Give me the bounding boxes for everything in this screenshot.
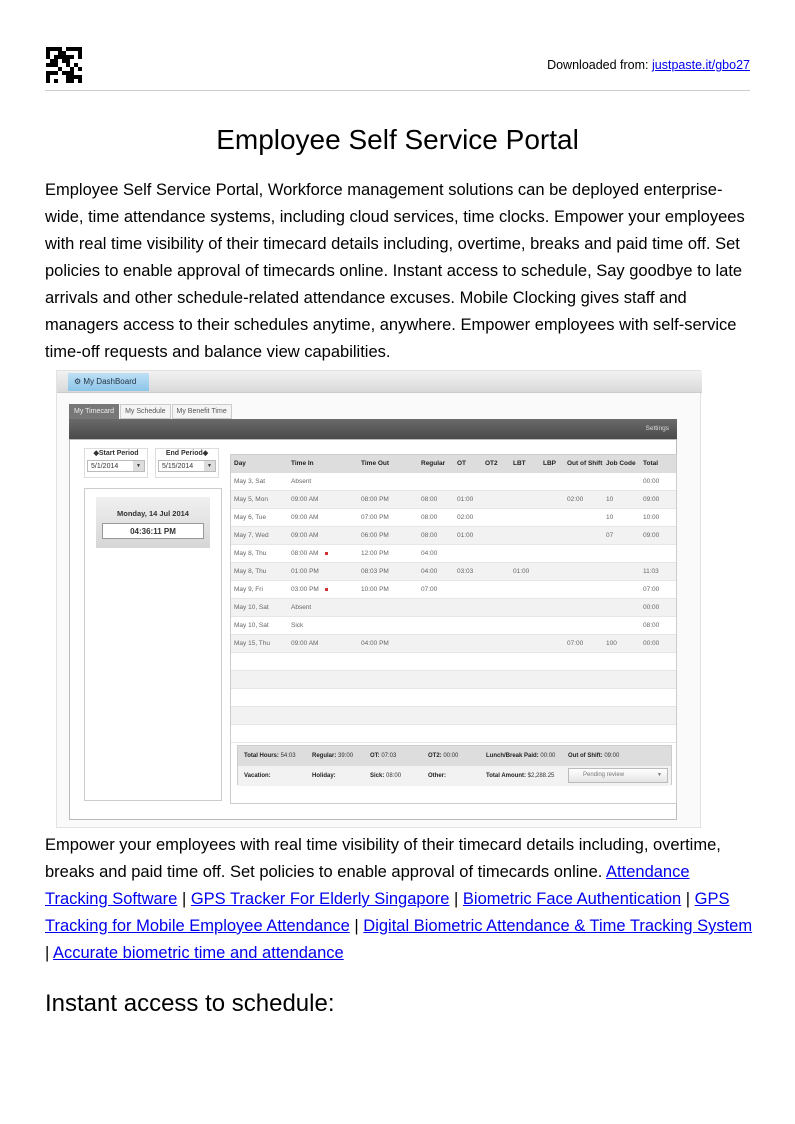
- clock-card: [96, 497, 210, 548]
- table-cell: 09:00: [643, 496, 660, 503]
- end-period-label: End Period: [165, 450, 203, 457]
- table-cell: 00:00: [643, 604, 660, 611]
- empty-row: [231, 689, 676, 707]
- table-cell: 11:03: [643, 568, 659, 575]
- table-cell: 08:00: [421, 496, 438, 503]
- table-cell: 00:00: [643, 640, 660, 647]
- related-link[interactable]: GPS Tracker For Elderly Singapore: [190, 890, 450, 908]
- download-source: [547, 58, 750, 72]
- end-period-select[interactable]: [158, 460, 216, 472]
- tab-my-benefit-time[interactable]: My Benefit Time: [172, 404, 232, 419]
- table-cell: 12:00 PM: [361, 550, 389, 557]
- column-header: LBP: [543, 460, 556, 467]
- clock-panel: [84, 488, 222, 801]
- start-period: [84, 448, 148, 478]
- download-prefix: Downloaded from:: [547, 58, 652, 72]
- table-row: [231, 599, 676, 617]
- ot2-value: 00:00: [443, 753, 459, 759]
- outro-text: Empower your employees with real time visibility of their timecard details including, overtime, breaks and paid time off. Set policies to enable approval of timecards online.: [45, 836, 721, 881]
- table-cell: 10: [606, 496, 614, 503]
- table-cell: 07: [606, 532, 614, 539]
- lunch-label: Lunch/Break Paid:: [486, 753, 539, 759]
- regular-value: 39:00: [338, 753, 354, 759]
- start-period-value: 5/1/2014: [91, 463, 119, 470]
- column-header: OT2: [485, 460, 498, 467]
- table-cell: 08:03 PM: [361, 568, 389, 575]
- table-cell: 03:03: [457, 568, 474, 575]
- related-link[interactable]: Digital Biometric Attendance & Time Tracking System: [363, 917, 753, 935]
- table-cell: 08:00: [421, 514, 438, 521]
- related-link[interactable]: Biometric Face Authentication: [462, 890, 682, 908]
- table-cell: 09:00 AM: [291, 514, 319, 521]
- table-cell: May 15, Thu: [234, 640, 271, 647]
- summary-row-1: [238, 746, 671, 766]
- dashboard-button[interactable]: [68, 373, 149, 391]
- arrow-left-icon: ◆: [93, 450, 99, 457]
- table-row: [231, 491, 676, 509]
- section-heading: Instant access to schedule:: [45, 990, 335, 1017]
- table-row: [231, 617, 676, 635]
- table-row: [231, 473, 676, 491]
- ot-label: OT:: [370, 753, 380, 759]
- table-cell: May 3, Sat: [234, 478, 266, 485]
- column-header: Out of Shift: [567, 460, 603, 467]
- flag-icon[interactable]: [325, 552, 328, 555]
- table-cell: 01:00 PM: [291, 568, 319, 575]
- total-amount-label: Total Amount:: [486, 773, 526, 779]
- lunch-value: 00:00: [540, 753, 556, 759]
- ot2-label: OT2:: [428, 753, 442, 759]
- table-cell: 09:00: [643, 532, 660, 539]
- table-header: [231, 455, 676, 473]
- table-cell: May 10, Sat: [234, 622, 269, 629]
- summary-row-2: [238, 766, 671, 786]
- intro-paragraph: Employee Self Service Portal, Workforce management solutions can be deployed enterprise-wide, time attendance systems, including cloud services, time clocks. Empower your employees with real time visibility of their timecard details including, overtime, breaks and paid time off. Set policies to enable approval of timecards online. Instant access to schedule, Say goodbye to late arrivals and other schedule-related attendance excuses. Mobile Clocking gives staff and managers access to their schedules anytime, anywhere. Empower employees with self-service time-off requests and balance view capabilities.: [45, 181, 745, 361]
- table-row: [231, 581, 676, 599]
- table-row: [231, 563, 676, 581]
- settings-link[interactable]: Settings: [645, 425, 669, 432]
- column-header: Time In: [291, 460, 314, 467]
- total-hours-value: 54:03: [280, 753, 296, 759]
- related-link[interactable]: Attendance Tracking Software: [45, 863, 690, 908]
- dashboard-icon: ⚙: [74, 377, 84, 386]
- total-hours-label: Total Hours:: [244, 753, 279, 759]
- clock-date: Monday, 14 Jul 2014: [117, 509, 189, 518]
- chevron-down-icon: ▼: [204, 461, 215, 471]
- table-cell: May 7, Wed: [234, 532, 269, 539]
- arrow-right-icon: ◆: [202, 450, 209, 457]
- link-separator: |: [449, 890, 463, 908]
- table-cell: May 10, Sat: [234, 604, 269, 611]
- column-header: LBT: [513, 460, 526, 467]
- table-cell: 07:00: [643, 586, 660, 593]
- table-cell: 02:00: [567, 496, 584, 503]
- out-of-shift-label: Out of Shift:: [568, 753, 603, 759]
- table-row: [231, 635, 676, 653]
- total-amount-value: $2,288.25: [527, 773, 555, 779]
- table-cell: 09:00 AM: [291, 640, 319, 647]
- table-cell: May 5, Mon: [234, 496, 268, 503]
- column-header: Total: [643, 460, 659, 467]
- download-link[interactable]: justpaste.it/gbo27: [652, 58, 750, 72]
- table-cell: 07:00: [567, 640, 584, 647]
- column-header: OT: [457, 460, 467, 467]
- table-cell: 10:00: [643, 514, 660, 521]
- empty-row: [231, 671, 676, 689]
- link-separator: |: [349, 917, 364, 935]
- related-link[interactable]: Accurate biometric time and attendance: [52, 944, 344, 962]
- table-row: [231, 509, 676, 527]
- table-cell: 07:00: [421, 586, 438, 593]
- table-cell: 10: [606, 514, 614, 521]
- other-label: Other:: [428, 773, 446, 779]
- chevron-down-icon: ▼: [133, 461, 144, 471]
- table-cell: 01:00: [457, 496, 474, 503]
- table-cell: May 8, Thu: [234, 568, 267, 575]
- empty-row: [231, 653, 676, 671]
- sick-value: 08:00: [386, 773, 402, 779]
- toolbar: [69, 419, 677, 439]
- related-link[interactable]: GPS Tracking for Mobile Employee Attendance: [45, 890, 730, 935]
- dashboard-label: My DashBoard: [83, 377, 137, 386]
- table-cell: 09:00 AM: [291, 532, 319, 539]
- start-period-label: Start Period: [98, 450, 139, 457]
- table-row: [231, 527, 676, 545]
- table-cell: 08:00: [421, 532, 438, 539]
- table-cell: May 9, Fri: [234, 586, 263, 593]
- column-header: Time Out: [361, 460, 390, 467]
- outro-paragraph: [45, 832, 755, 967]
- tab-bar: [69, 404, 233, 419]
- table-cell: Sick: [291, 622, 304, 629]
- link-separator: |: [45, 944, 53, 962]
- empty-row: [231, 707, 676, 725]
- divider: [45, 90, 750, 91]
- table-cell: 01:00: [513, 568, 530, 575]
- table-cell: 04:00: [421, 568, 438, 575]
- portal-screenshot: [56, 370, 701, 828]
- holiday-label: Holiday:: [312, 773, 336, 779]
- vacation-label: Vacation:: [244, 773, 271, 779]
- link-separator: |: [681, 890, 695, 908]
- page-title: Employee Self Service Portal: [216, 124, 579, 155]
- table-cell: 03:00 PM: [291, 586, 319, 593]
- table-row: [231, 545, 676, 563]
- sick-label: Sick:: [370, 773, 385, 779]
- column-header: Day: [234, 460, 246, 467]
- table-cell: 04:00: [421, 550, 438, 557]
- link-separator: |: [177, 890, 191, 908]
- dashboard-bar: [57, 371, 702, 393]
- tab-my-timecard[interactable]: My Timecard: [69, 404, 119, 419]
- flag-icon[interactable]: [325, 588, 328, 591]
- qr-code: [46, 47, 82, 83]
- table-cell: 08:00: [643, 622, 660, 629]
- table-cell: 00:00: [643, 478, 660, 485]
- table-cell: 04:00 PM: [361, 640, 389, 647]
- table-cell: 09:00 AM: [291, 496, 319, 503]
- table-cell: May 8, Thu: [234, 550, 267, 557]
- status-value: Pending review: [583, 772, 625, 778]
- table-cell: 06:00 PM: [361, 532, 389, 539]
- column-header: Regular: [421, 460, 446, 467]
- summary-box: [237, 745, 672, 785]
- out-of-shift-value: 09:00: [604, 753, 620, 759]
- table-cell: 100: [606, 640, 617, 647]
- chevron-down-icon: ▼: [657, 772, 662, 778]
- end-period: [155, 448, 219, 478]
- start-period-select[interactable]: [87, 460, 145, 472]
- timecard-panel: [69, 439, 677, 820]
- timecard-table: [230, 454, 677, 804]
- clock-time: 04:36:11 PM: [102, 523, 204, 539]
- table-cell: Absent: [291, 604, 312, 611]
- column-header: Job Code: [606, 460, 636, 467]
- table-cell: 10:00 PM: [361, 586, 389, 593]
- table-cell: 07:00 PM: [361, 514, 389, 521]
- table-cell: Absent: [291, 478, 312, 485]
- table-cell: 01:00: [457, 532, 474, 539]
- regular-label: Regular:: [312, 753, 337, 759]
- empty-row: [231, 725, 676, 743]
- status-select[interactable]: [568, 768, 668, 783]
- ot-value: 07:03: [381, 753, 397, 759]
- table-cell: 08:00 AM: [291, 550, 319, 557]
- table-cell: May 6, Tue: [234, 514, 267, 521]
- table-cell: 08:00 PM: [361, 496, 389, 503]
- end-period-value: 5/15/2014: [162, 463, 194, 470]
- table-cell: 02:00: [457, 514, 474, 521]
- tab-my-schedule[interactable]: My Schedule: [120, 404, 170, 419]
